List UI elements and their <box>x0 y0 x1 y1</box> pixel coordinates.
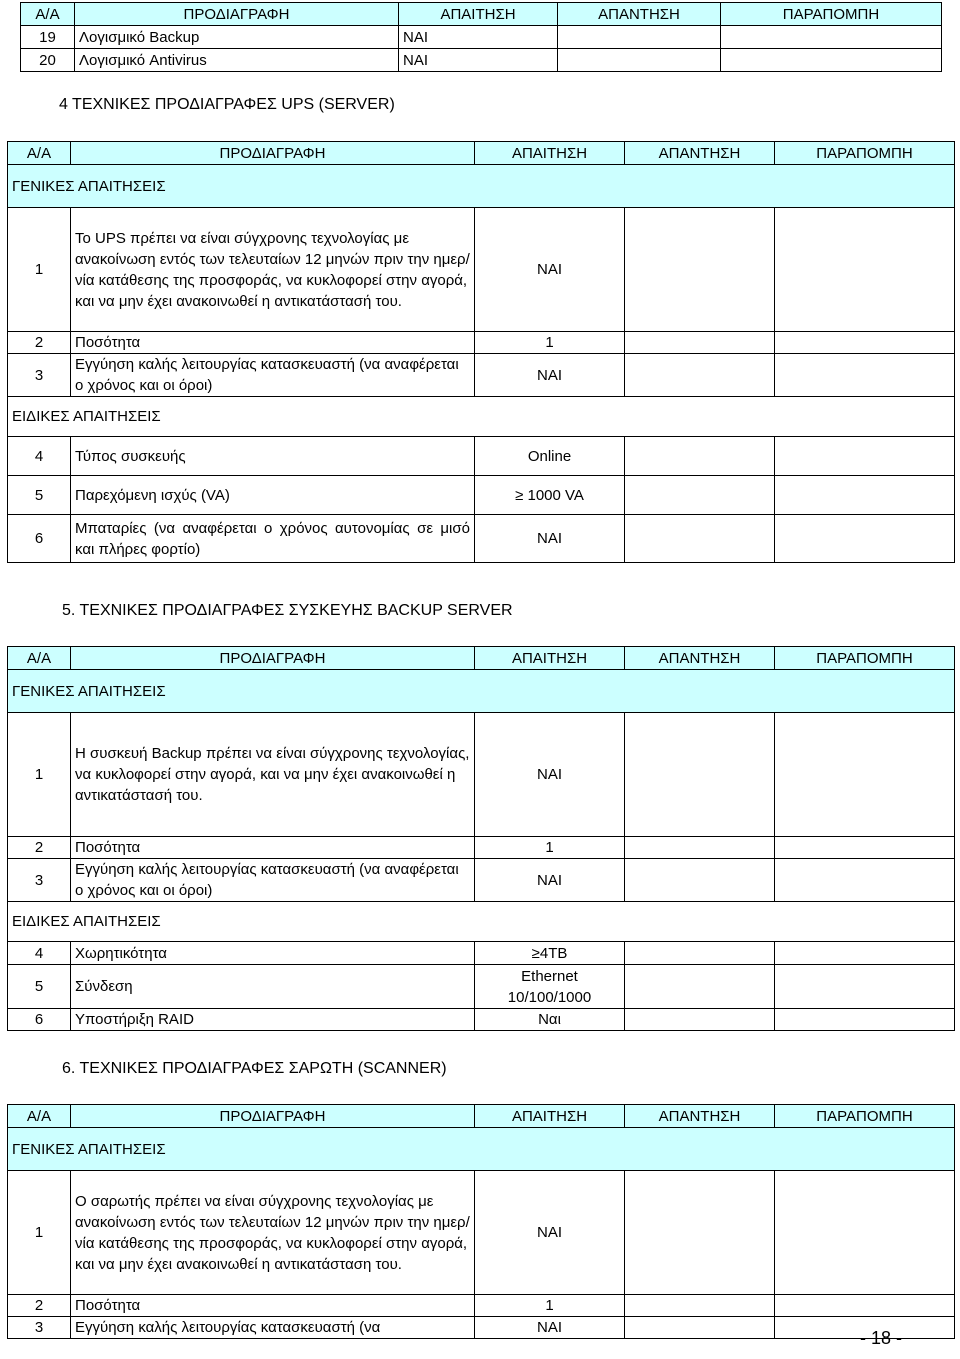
row-answer[interactable] <box>558 26 721 49</box>
table-row <box>8 965 955 1009</box>
table-row <box>8 515 955 563</box>
row-answer[interactable] <box>625 1009 775 1031</box>
row-reference[interactable] <box>775 208 955 332</box>
row-reference[interactable] <box>775 332 955 354</box>
section-row-general <box>8 1128 955 1171</box>
general-requirements-label: ΓΕΝΙΚΕΣ ΑΠΑΙΤΗΣΕΙΣ <box>8 165 955 208</box>
backup-spec-table <box>7 646 955 1031</box>
row-number: 5 <box>8 965 71 1009</box>
header-requirement: ΑΠΑΙΤΗΣΗ <box>475 142 625 165</box>
row-requirement: ΝΑΙ <box>475 859 625 902</box>
row-number: 2 <box>8 837 71 859</box>
row-reference[interactable] <box>775 942 955 965</box>
header-aa: Α/Α <box>8 142 71 165</box>
row-answer[interactable] <box>625 1171 775 1295</box>
row-answer[interactable] <box>625 515 775 563</box>
table-header-row <box>8 142 955 165</box>
row-answer[interactable] <box>625 965 775 1009</box>
row-requirement: ΝΑΙ <box>475 354 625 397</box>
header-reference: ΠΑΡΑΠΟΜΠΗ <box>775 142 955 165</box>
row-number: 3 <box>8 1317 71 1339</box>
row-number: 20 <box>21 49 75 72</box>
row-number: 1 <box>8 713 71 837</box>
section-row-general <box>8 670 955 713</box>
header-reference: ΠΑΡΑΠΟΜΠΗ <box>775 647 955 670</box>
header-aa: Α/Α <box>8 1105 71 1128</box>
row-spec: Εγγύηση καλής λειτουργίας κατασκευαστή (να <box>71 1317 475 1339</box>
row-spec: Λογισμικό Antivirus <box>75 49 399 72</box>
row-spec: Τύπος συσκευής <box>71 437 475 476</box>
header-requirement: ΑΠΑΙΤΗΣΗ <box>475 1105 625 1128</box>
row-requirement: 1 <box>475 332 625 354</box>
row-answer[interactable] <box>625 837 775 859</box>
row-reference[interactable] <box>775 1171 955 1295</box>
row-spec: Χωρητικότητα <box>71 942 475 965</box>
table-row <box>8 476 955 515</box>
row-reference[interactable] <box>775 859 955 902</box>
row-reference[interactable] <box>775 437 955 476</box>
row-number: 4 <box>8 437 71 476</box>
row-reference[interactable] <box>775 965 955 1009</box>
row-spec: Παρεχόμενη ισχύς (VA) <box>71 476 475 515</box>
row-number: 6 <box>8 515 71 563</box>
table-row <box>21 26 942 49</box>
row-reference[interactable] <box>775 354 955 397</box>
header-answer: ΑΠΑΝΤΗΣΗ <box>558 3 721 26</box>
row-answer[interactable] <box>625 713 775 837</box>
table-row <box>8 859 955 902</box>
header-spec: ΠΡΟΔΙΑΓΡΑΦΗ <box>71 142 475 165</box>
row-answer[interactable] <box>625 476 775 515</box>
table-row <box>8 837 955 859</box>
row-reference[interactable] <box>775 515 955 563</box>
row-reference[interactable] <box>775 1295 955 1317</box>
table-row <box>21 49 942 72</box>
row-number: 3 <box>8 859 71 902</box>
section-row-special <box>8 397 955 437</box>
row-spec: Ποσότητα <box>71 1295 475 1317</box>
row-answer[interactable] <box>625 332 775 354</box>
header-requirement: ΑΠΑΙΤΗΣΗ <box>399 3 558 26</box>
special-requirements-label: ΕΙΔΙΚΕΣ ΑΠΑΙΤΗΣΕΙΣ <box>8 902 955 942</box>
row-spec: Ο σαρωτής πρέπει να είναι σύγχρονης τεχνολογίας με ανακοίνωση εντός των τελευταίων 12 μηνών πριν την ημερ/νία κατάθεσης της προσφοράς, να κυκλοφορεί στην αγορά, και να μην έχει ανακοινωθεί η αντικατάσταση του. <box>71 1171 475 1295</box>
scanner-spec-table <box>7 1104 955 1339</box>
row-reference[interactable] <box>721 49 942 72</box>
row-spec: Εγγύηση καλής λειτουργίας κατασκευαστή (να αναφέρεται ο χρόνος και οι όροι) <box>71 354 475 397</box>
page-number: - 18 - <box>859 1328 902 1348</box>
row-spec: Το UPS πρέπει να είναι σύγχρονης τεχνολογίας με ανακοίνωση εντός των τελευταίων 12 μηνών πριν την ημερ/νία κατάθεσης της προσφοράς, να κυκλοφορεί στην αγορά, και να μην έχει ανακοινωθεί η αντικατάστασή του. <box>71 208 475 332</box>
row-requirement: Ναι <box>475 1009 625 1031</box>
section-title-scanner: 6. ΤΕΧΝΙΚΕΣ ΠΡΟΔΙΑΓΡΑΦΕΣ ΣΑΡΩΤΗ (SCANNER) <box>62 1060 447 1077</box>
row-requirement: ΝΑΙ <box>399 49 558 72</box>
section-row-general <box>8 165 955 208</box>
row-spec: Υποστήριξη RAID <box>71 1009 475 1031</box>
header-requirement: ΑΠΑΙΤΗΣΗ <box>475 647 625 670</box>
row-number: 1 <box>8 208 71 332</box>
row-reference[interactable] <box>775 837 955 859</box>
table-row <box>8 332 955 354</box>
table-header-row <box>21 3 942 26</box>
header-aa: Α/Α <box>21 3 75 26</box>
section-title-backup: 5. ΤΕΧΝΙΚΕΣ ΠΡΟΔΙΑΓΡΑΦΕΣ ΣΥΣΚΕΥΗΣ BACKUP SERVER <box>62 602 513 619</box>
top-spec-table <box>20 2 942 72</box>
row-spec: Ποσότητα <box>71 332 475 354</box>
row-number: 5 <box>8 476 71 515</box>
row-number: 2 <box>8 1295 71 1317</box>
table-row <box>8 713 955 837</box>
row-answer[interactable] <box>625 859 775 902</box>
row-reference[interactable] <box>721 26 942 49</box>
row-spec: Εγγύηση καλής λειτουργίας κατασκευαστή (να αναφέρεται ο χρόνος και οι όροι) <box>71 859 475 902</box>
row-requirement: 1 <box>475 837 625 859</box>
general-requirements-label: ΓΕΝΙΚΕΣ ΑΠΑΙΤΗΣΕΙΣ <box>8 670 955 713</box>
row-requirement: ΝΑΙ <box>475 713 625 837</box>
row-answer[interactable] <box>625 354 775 397</box>
row-requirement: ΝΑΙ <box>475 515 625 563</box>
row-spec: Ποσότητα <box>71 837 475 859</box>
table-row <box>8 208 955 332</box>
row-requirement: Ethernet 10/100/1000 <box>475 965 625 1009</box>
row-number: 19 <box>21 26 75 49</box>
row-number: 1 <box>8 1171 71 1295</box>
row-requirement: ΝΑΙ <box>475 208 625 332</box>
row-reference[interactable] <box>775 476 955 515</box>
table-row <box>8 437 955 476</box>
row-spec: Λογισμικό Backup <box>75 26 399 49</box>
header-answer: ΑΠΑΝΤΗΣΗ <box>625 647 775 670</box>
row-number: 6 <box>8 1009 71 1031</box>
header-spec: ΠΡΟΔΙΑΓΡΑΦΗ <box>71 647 475 670</box>
row-requirement: ΝΑΙ <box>475 1317 625 1339</box>
ups-spec-table <box>7 141 955 563</box>
row-requirement: ΝΑΙ <box>475 1171 625 1295</box>
header-reference: ΠΑΡΑΠΟΜΠΗ <box>775 1105 955 1128</box>
header-answer: ΑΠΑΝΤΗΣΗ <box>625 1105 775 1128</box>
header-answer: ΑΠΑΝΤΗΣΗ <box>625 142 775 165</box>
section-title-ups: 4 ΤΕΧΝΙΚΕΣ ΠΡΟΔΙΑΓΡΑΦΕΣ UPS (SERVER) <box>59 96 395 113</box>
header-spec: ΠΡΟΔΙΑΓΡΑΦΗ <box>71 1105 475 1128</box>
row-number: 4 <box>8 942 71 965</box>
row-answer[interactable] <box>625 1317 775 1339</box>
row-answer[interactable] <box>625 1295 775 1317</box>
row-requirement: ≥ 1000 VA <box>475 476 625 515</box>
row-requirement: Online <box>475 437 625 476</box>
row-number: 3 <box>8 354 71 397</box>
table-row <box>8 1317 955 1339</box>
table-row <box>8 1009 955 1031</box>
row-answer[interactable] <box>625 942 775 965</box>
row-number: 2 <box>8 332 71 354</box>
row-spec: Σύνδεση <box>71 965 475 1009</box>
row-requirement: 1 <box>475 1295 625 1317</box>
header-spec: ΠΡΟΔΙΑΓΡΑΦΗ <box>75 3 399 26</box>
row-reference[interactable] <box>775 713 955 837</box>
row-answer[interactable] <box>625 437 775 476</box>
row-reference[interactable] <box>775 1009 955 1031</box>
general-requirements-label: ΓΕΝΙΚΕΣ ΑΠΑΙΤΗΣΕΙΣ <box>8 1128 955 1171</box>
table-header-row <box>8 1105 955 1128</box>
row-answer[interactable] <box>625 208 775 332</box>
row-requirement: ΝΑΙ <box>399 26 558 49</box>
row-answer[interactable] <box>558 49 721 72</box>
section-row-special <box>8 902 955 942</box>
table-row <box>8 1295 955 1317</box>
table-row <box>8 942 955 965</box>
header-aa: Α/Α <box>8 647 71 670</box>
special-requirements-label: ΕΙΔΙΚΕΣ ΑΠΑΙΤΗΣΕΙΣ <box>8 397 955 437</box>
header-reference: ΠΑΡΑΠΟΜΠΗ <box>721 3 942 26</box>
table-row <box>8 354 955 397</box>
row-spec: Η συσκευή Backup πρέπει να είναι σύγχρονης τεχνολογίας, να κυκλοφορεί στην αγορά, και να μην έχει ανακοινωθεί η αντικατάστασή του. <box>71 713 475 837</box>
row-requirement: ≥4TB <box>475 942 625 965</box>
table-header-row <box>8 647 955 670</box>
table-row <box>8 1171 955 1295</box>
row-spec: Μπαταρίες (να αναφέρεται ο χρόνος αυτονομίας σε μισό και πλήρες φορτίο) <box>71 515 475 563</box>
